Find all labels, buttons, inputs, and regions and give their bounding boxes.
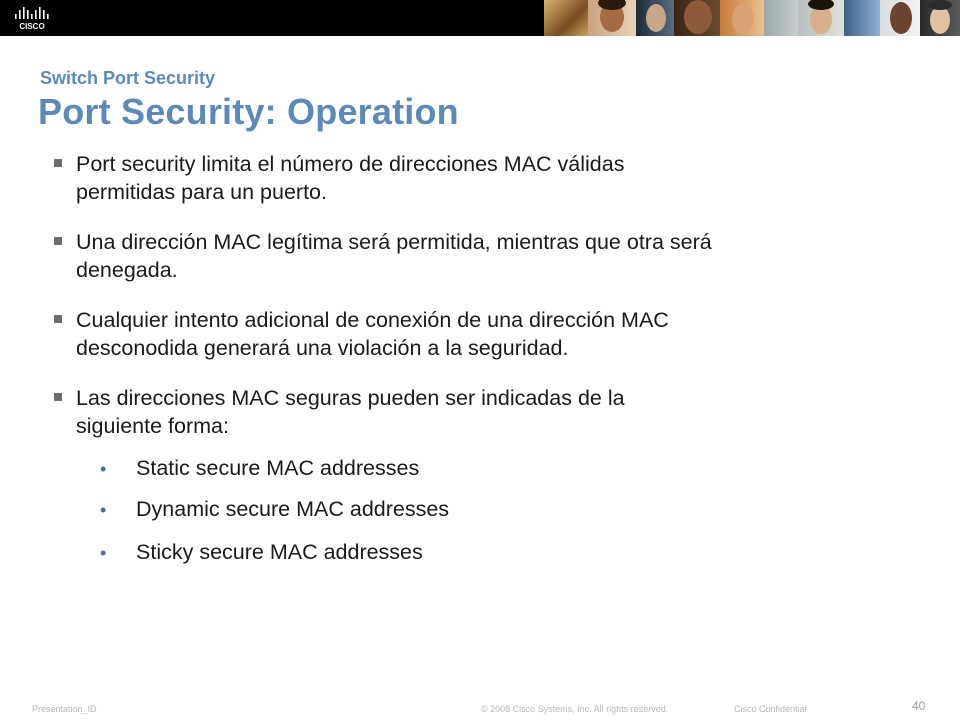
bullet-line: Cualquier intento adicional de conexión de una dirección MAC (76, 308, 669, 332)
photo-abstract (544, 0, 588, 36)
photo-whiteboard (764, 0, 798, 36)
header-banner (0, 0, 960, 36)
slide-subtitle: Switch Port Security (40, 68, 216, 88)
page-number: 40 (912, 699, 926, 713)
dot-bullet-icon: • (100, 543, 107, 563)
sub-bullet-text: Static secure MAC addresses (136, 456, 420, 480)
square-bullet-icon (54, 315, 62, 323)
square-bullet-icon (54, 393, 62, 401)
cisco-logo (12, 4, 56, 32)
photo-person (880, 0, 920, 36)
photo-person (798, 0, 844, 36)
bullet-line: desconodida generará una violación a la seguridad. (76, 336, 569, 360)
photo-person (920, 0, 960, 36)
photo-strip (544, 0, 960, 36)
footer-presentation-id: Presentation_ID (32, 704, 97, 714)
bullet-item (54, 150, 914, 206)
bullet-line: Las direcciones MAC seguras pueden ser indicadas de la (76, 386, 625, 410)
slide-title: Port Security: Operation (38, 91, 459, 132)
sub-bullet-text: Sticky secure MAC addresses (136, 540, 423, 564)
bullet-line: Una dirección MAC legítima será permitida, mientras que otra será (76, 230, 712, 254)
bullet-line: siguiente forma: (76, 414, 229, 438)
dot-bullet-icon: • (100, 500, 107, 520)
photo-person (674, 0, 720, 36)
bullet-list (54, 150, 914, 452)
footer-confidential: Cisco Confidential (734, 704, 807, 714)
bullet-item (54, 384, 914, 440)
bullet-item (54, 306, 914, 362)
bullet-line: Port security limita el número de direcciones MAC válidas (76, 152, 625, 176)
sub-bullet-text: Dynamic secure MAC addresses (136, 497, 450, 521)
sub-bullet-item (100, 495, 449, 524)
sub-bullet-item (100, 454, 419, 483)
bullet-line: denegada. (76, 258, 178, 282)
sub-bullet-item (100, 538, 423, 567)
bullet-line: permitidas para un puerto. (76, 180, 327, 204)
photo-abstract (844, 0, 880, 36)
bullet-item (54, 228, 914, 284)
dot-bullet-icon: • (100, 459, 107, 479)
square-bullet-icon (54, 237, 62, 245)
photo-person (588, 0, 636, 36)
footer-copyright: © 2008 Cisco Systems, Inc. All rights reserved. (481, 704, 669, 714)
photo-person (636, 0, 674, 36)
photo-person (720, 0, 764, 36)
svg-text:CISCO: CISCO (19, 22, 45, 31)
square-bullet-icon (54, 159, 62, 167)
